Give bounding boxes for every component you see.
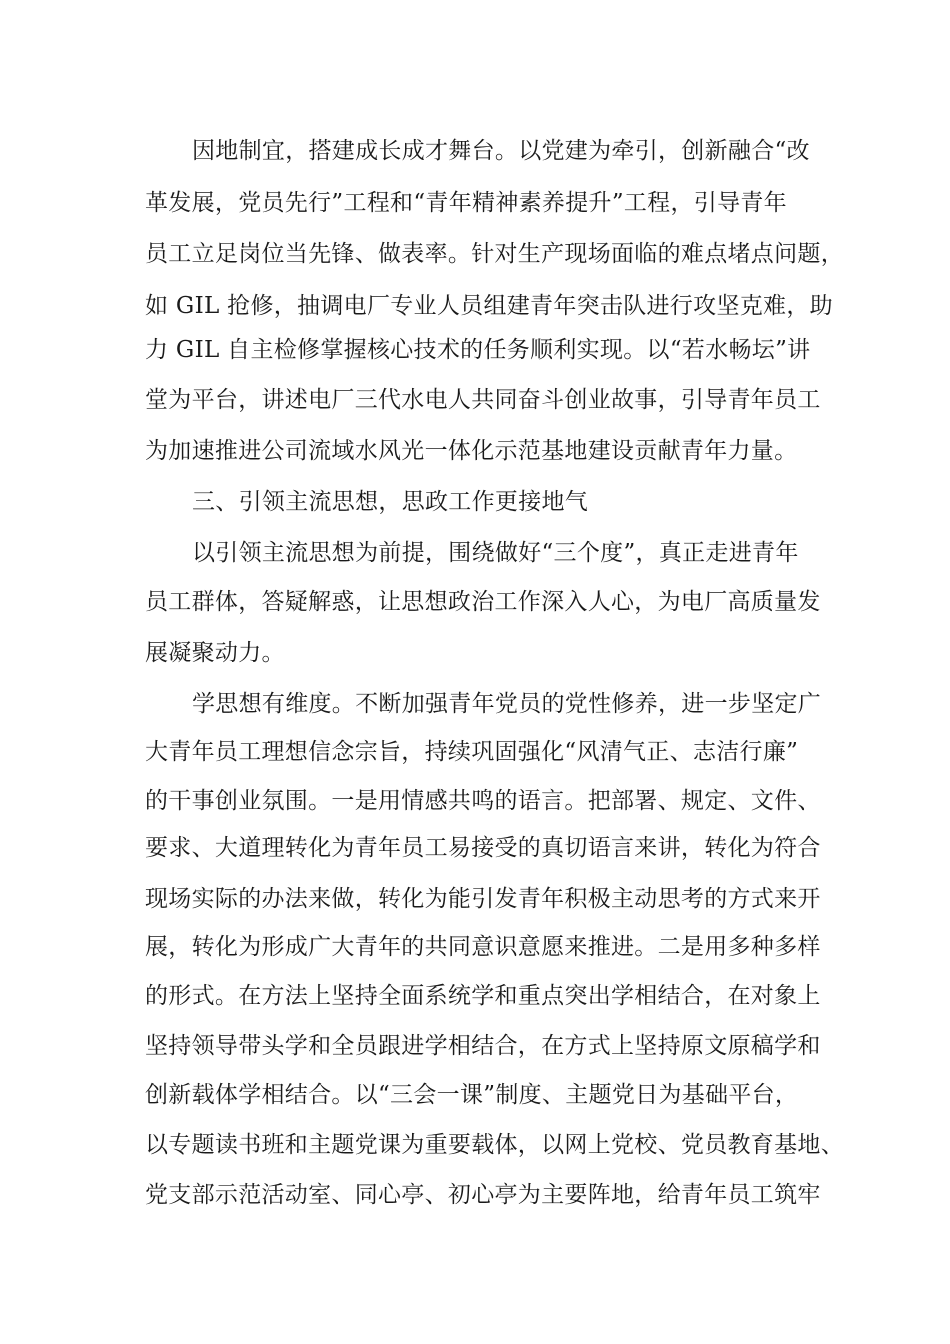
paragraph-3-line-3: 的干事创业氛围。一是用情感共鸣的语言。把部署、规定、文件、 [145, 788, 821, 814]
paragraph-3-line-7: 的形式。在方法上坚持全面系统学和重点突出学相结合，在对象上 [145, 983, 821, 1009]
paragraph-1-line-4: 如 GIL 抢修，抽调电厂专业人员组建青年突击队进行攻坚克难，助 [145, 293, 833, 319]
paragraph-3-line-4: 要求、大道理转化为青年员工易接受的真切语言来讲，转化为符合 [145, 835, 821, 861]
paragraph-3-line-2: 大青年员工理想信念宗旨，持续巩固强化“风清气正、志洁行廉” [145, 739, 799, 765]
paragraph-1-line-6: 堂为平台，讲述电厂三代水电人共同奋斗创业故事，引导青年员工 [145, 387, 821, 413]
paragraph-1-line-1: 因地制宜，搭建成长成才舞台。以党建为牵引，创新融合“改 [192, 138, 810, 164]
paragraph-3-line-5: 现场实际的办法来做，转化为能引发青年积极主动思考的方式来开 [145, 886, 821, 912]
paragraph-3-line-6: 展，转化为形成广大青年的共同意识意愿来推进。二是用多种多样 [145, 934, 821, 960]
paragraph-2-line-3: 展凝聚动力。 [145, 640, 285, 666]
paragraph-1-line-3: 员工立足岗位当先锋、做表率。针对生产现场面临的难点堵点问题， [145, 241, 844, 267]
paragraph-3-line-11: 党支部示范活动室、同心亭、初心亭为主要阵地，给青年员工筑牢 [145, 1182, 821, 1208]
paragraph-3-line-10: 以专题读书班和主题党课为重要载体，以网上党校、党员教育基地、 [145, 1132, 844, 1158]
paragraph-2-line-2: 员工群体，答疑解惑，让思想政治工作深入人心，为电厂高质量发 [145, 589, 821, 615]
paragraph-1-line-7: 为加速推进公司流域水风光一体化示范基地建设贡献青年力量。 [145, 438, 798, 464]
paragraph-3-line-9: 创新载体学相结合。以“三会一课”制度、主题党日为基础平台， [145, 1082, 799, 1108]
paragraph-3-line-1: 学思想有维度。不断加强青年党员的党性修养，进一步坚定广 [192, 691, 822, 717]
paragraph-2-line-1: 以引领主流思想为前提，围绕做好“三个度”，真正走进青年 [192, 540, 799, 566]
paragraph-1-line-5: 力 GIL 自主检修掌握核心技术的任务顺利实现。以“若水畅坛”讲 [145, 337, 811, 363]
section-heading: 三、引领主流思想，思政工作更接地气 [192, 489, 589, 515]
paragraph-3-line-8: 坚持领导带头学和全员跟进学相结合，在方式上坚持原文原稿学和 [145, 1033, 821, 1059]
paragraph-1-line-2: 革发展，党员先行”工程和“青年精神素养提升”工程，引导青年 [145, 190, 787, 216]
